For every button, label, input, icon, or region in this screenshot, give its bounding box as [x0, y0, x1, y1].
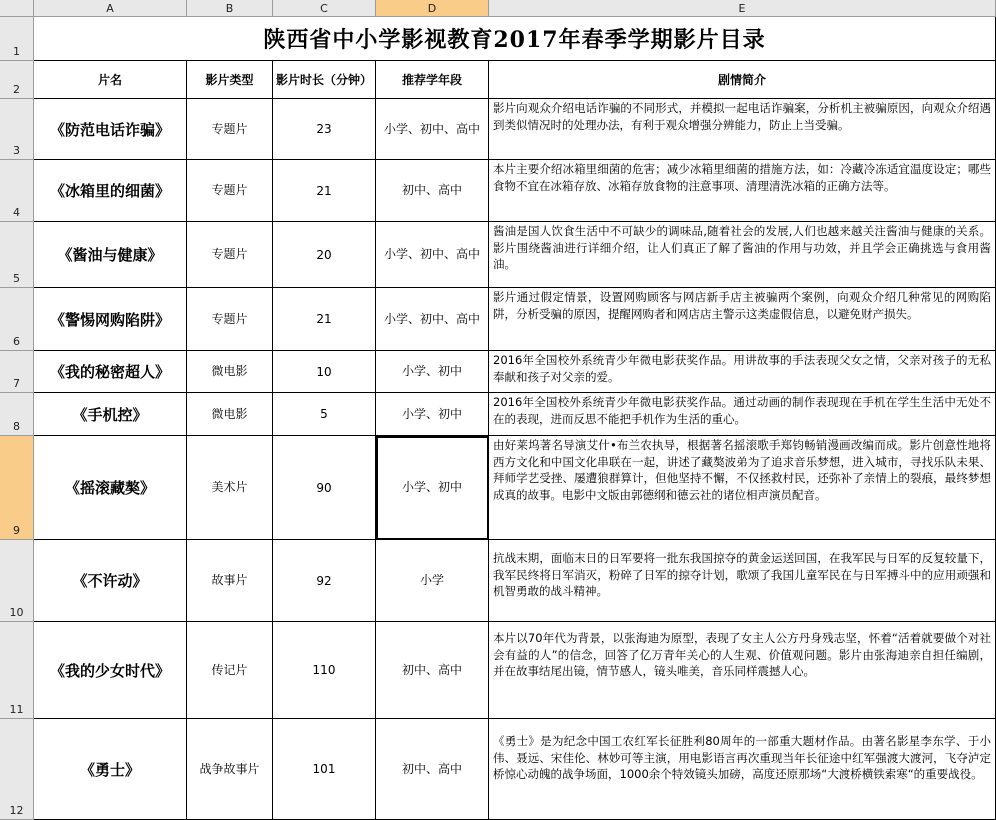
film-synopsis-cell[interactable]: 2016年全国校外系统青少年微电影获奖作品。用讲故事的手法表现父女之情，父亲对孩子的无私奉献和孩子对父亲的爱。: [489, 351, 996, 393]
column-header-d[interactable]: D: [376, 0, 489, 17]
film-synopsis-cell[interactable]: 本片主要介绍冰箱里细菌的危害；减少冰箱里细菌的措施方法，如：冷藏冷冻适宜温度设定；哪些食物不宜在冰箱存放、冰箱存放食物的注意事项、清理清洗冰箱的正确方法等。: [489, 160, 996, 222]
film-name-cell[interactable]: 《警惕网购陷阱》: [34, 288, 187, 351]
column-header-e[interactable]: E: [489, 0, 996, 17]
film-name-cell[interactable]: 《我的少女时代》: [34, 622, 187, 719]
row-header-10[interactable]: 10: [0, 540, 34, 622]
film-type-cell[interactable]: 专题片: [187, 288, 273, 351]
row-header-12[interactable]: 12: [0, 719, 34, 820]
film-type-cell[interactable]: 专题片: [187, 160, 273, 222]
film-type-cell[interactable]: 美术片: [187, 436, 273, 540]
film-name-cell[interactable]: 《我的秘密超人》: [34, 351, 187, 393]
film-duration-cell[interactable]: 21: [273, 160, 376, 222]
row-header-11[interactable]: 11: [0, 622, 34, 719]
film-type-cell[interactable]: 微电影: [187, 393, 273, 436]
film-duration-cell[interactable]: 10: [273, 351, 376, 393]
film-grade-cell[interactable]: 小学、初中、高中: [376, 222, 489, 288]
film-synopsis-cell[interactable]: 2016年全国校外系统青少年微电影获奖作品。通过动画的制作表现现在手机在学生生活中无处不在的表现，进而反思不能把手机作为生活的重心。: [489, 393, 996, 436]
film-synopsis-cell[interactable]: 由好莱坞著名导演艾什•布兰农执导，根据著名摇滚歌手郑钧畅销漫画改编而成。影片创意性地将西方文化和中国文化串联在一起，讲述了藏獒波弟为了追求音乐梦想，进入城市，寻找乐队未果、拜师学艺受挫、屡遭狼群算计，但他坚持不懈，不仅拯救村民，还弥补了亲情上的裂痕，最终梦想成真的故事。电影中文版由郭德纲和德云社的诸位相声演员配音。: [489, 436, 996, 540]
film-synopsis-cell[interactable]: 本片以70年代为背景，以张海迪为原型，表现了女主人公方丹身残志坚，怀着“活着就要做个对社会有益的人”的信念，回答了亿万青年关心的人生观、价值观问题。影片由张海迪亲自担任编剧，并在故事结尾出镜，情节感人，镜头唯美，音乐同样震撼人心。: [489, 622, 996, 719]
film-name-cell[interactable]: 《摇滚藏獒》: [34, 436, 187, 540]
film-duration-cell[interactable]: 5: [273, 393, 376, 436]
row-header-2[interactable]: 2: [0, 61, 34, 99]
film-duration-cell[interactable]: 92: [273, 540, 376, 622]
film-type-cell[interactable]: 专题片: [187, 99, 273, 160]
header-synopsis[interactable]: 剧情简介: [489, 61, 996, 99]
film-grade-cell[interactable]: 初中、高中: [376, 719, 489, 820]
film-duration-cell[interactable]: 110: [273, 622, 376, 719]
film-type-cell[interactable]: 传记片: [187, 622, 273, 719]
film-synopsis-cell[interactable]: 《勇士》是为纪念中国工农红军长征胜利80周年的一部重大题材作品。由著名影星李东学、于小伟、聂远、宋佳伦、林妙可等主演，用电影语言再次重现当年长征途中红军强渡大渡河，飞夺泸定桥惊心动魄的战争场面，1000余个特效镜头加磅，高度还原那场“大渡桥横铁索寒“的重要战役。: [489, 719, 996, 820]
film-name-cell[interactable]: 《勇士》: [34, 719, 187, 820]
film-name-cell[interactable]: 《手机控》: [34, 393, 187, 436]
film-type-cell[interactable]: 专题片: [187, 222, 273, 288]
film-synopsis-cell[interactable]: 抗战末期，面临末日的日军要将一批东我国掠夺的黄金运送回国，在我军民与日军的反复较量下，我军民终将日军消灭，粉碎了日军的掠夺计划，歌颂了我国儿童军民在与日军搏斗中的应用顽强和机智勇敢的战斗精神。: [489, 540, 996, 622]
select-all-corner[interactable]: [0, 0, 34, 17]
row-header-1[interactable]: 1: [0, 17, 34, 61]
film-grade-cell[interactable]: 小学: [376, 540, 489, 622]
header-grade[interactable]: 推荐学年段: [376, 61, 489, 99]
column-header-c[interactable]: C: [273, 0, 376, 17]
film-duration-cell[interactable]: 20: [273, 222, 376, 288]
film-grade-cell[interactable]: 小学、初中: [376, 351, 489, 393]
row-header-3[interactable]: 3: [0, 99, 34, 160]
film-grade-cell[interactable]: 初中、高中: [376, 160, 489, 222]
row-header-9[interactable]: 9: [0, 436, 34, 540]
film-synopsis-cell[interactable]: 影片通过假定情景，设置网购顾客与网店新手店主被骗两个案例，向观众介绍几种常见的网购陷阱，分析受骗的原因，提醒网购者和网店店主警示这类虚假信息，以避免财产损失。: [489, 288, 996, 351]
film-duration-cell[interactable]: 21: [273, 288, 376, 351]
row-header-7[interactable]: 7: [0, 351, 34, 393]
cell-grid: [34, 17, 996, 820]
row-header-4[interactable]: 4: [0, 160, 34, 222]
film-grade-cell[interactable]: 小学、初中、高中: [376, 99, 489, 160]
film-duration-cell[interactable]: 101: [273, 719, 376, 820]
sheet-title[interactable]: 陕西省中小学影视教育2017年春季学期影片目录: [34, 17, 996, 61]
header-duration[interactable]: 影片时长（分钟）: [273, 61, 376, 99]
film-synopsis-cell[interactable]: 影片向观众介绍电话诈骗的不同形式，并模拟一起电话诈骗案，分析机主被骗原因，向观众介绍遇到类似情况时的处理办法，有利于观众增强分辨能力，防止上当受骗。: [489, 99, 996, 160]
column-header-a[interactable]: A: [34, 0, 187, 17]
header-film-type[interactable]: 影片类型: [187, 61, 273, 99]
film-name-cell[interactable]: 《酱油与健康》: [34, 222, 187, 288]
film-name-cell[interactable]: 《不许动》: [34, 540, 187, 622]
film-duration-cell[interactable]: 90: [273, 436, 376, 540]
header-film-name[interactable]: 片名: [34, 61, 187, 99]
row-header-6[interactable]: 6: [0, 288, 34, 351]
active-cell-grade[interactable]: 小学、初中: [376, 436, 489, 540]
film-duration-cell[interactable]: 23: [273, 99, 376, 160]
film-type-cell[interactable]: 战争故事片: [187, 719, 273, 820]
film-type-cell[interactable]: 故事片: [187, 540, 273, 622]
film-grade-cell[interactable]: 小学、初中: [376, 393, 489, 436]
row-header-5[interactable]: 5: [0, 222, 34, 288]
row-header-8[interactable]: 8: [0, 393, 34, 436]
film-name-cell[interactable]: 《冰箱里的细菌》: [34, 160, 187, 222]
film-grade-cell[interactable]: 初中、高中: [376, 622, 489, 719]
column-header-b[interactable]: B: [187, 0, 273, 17]
film-type-cell[interactable]: 微电影: [187, 351, 273, 393]
film-grade-cell[interactable]: 小学、初中、高中: [376, 288, 489, 351]
film-synopsis-cell[interactable]: 酱油是国人饮食生活中不可缺少的调味品,随着社会的发展,人们也越来越关注酱油与健康的关系。影片围绕酱油进行详细介绍，让人们真正了解了酱油的作用与功效，并且学会正确挑选与食用酱油。: [489, 222, 996, 288]
film-name-cell[interactable]: 《防范电话诈骗》: [34, 99, 187, 160]
